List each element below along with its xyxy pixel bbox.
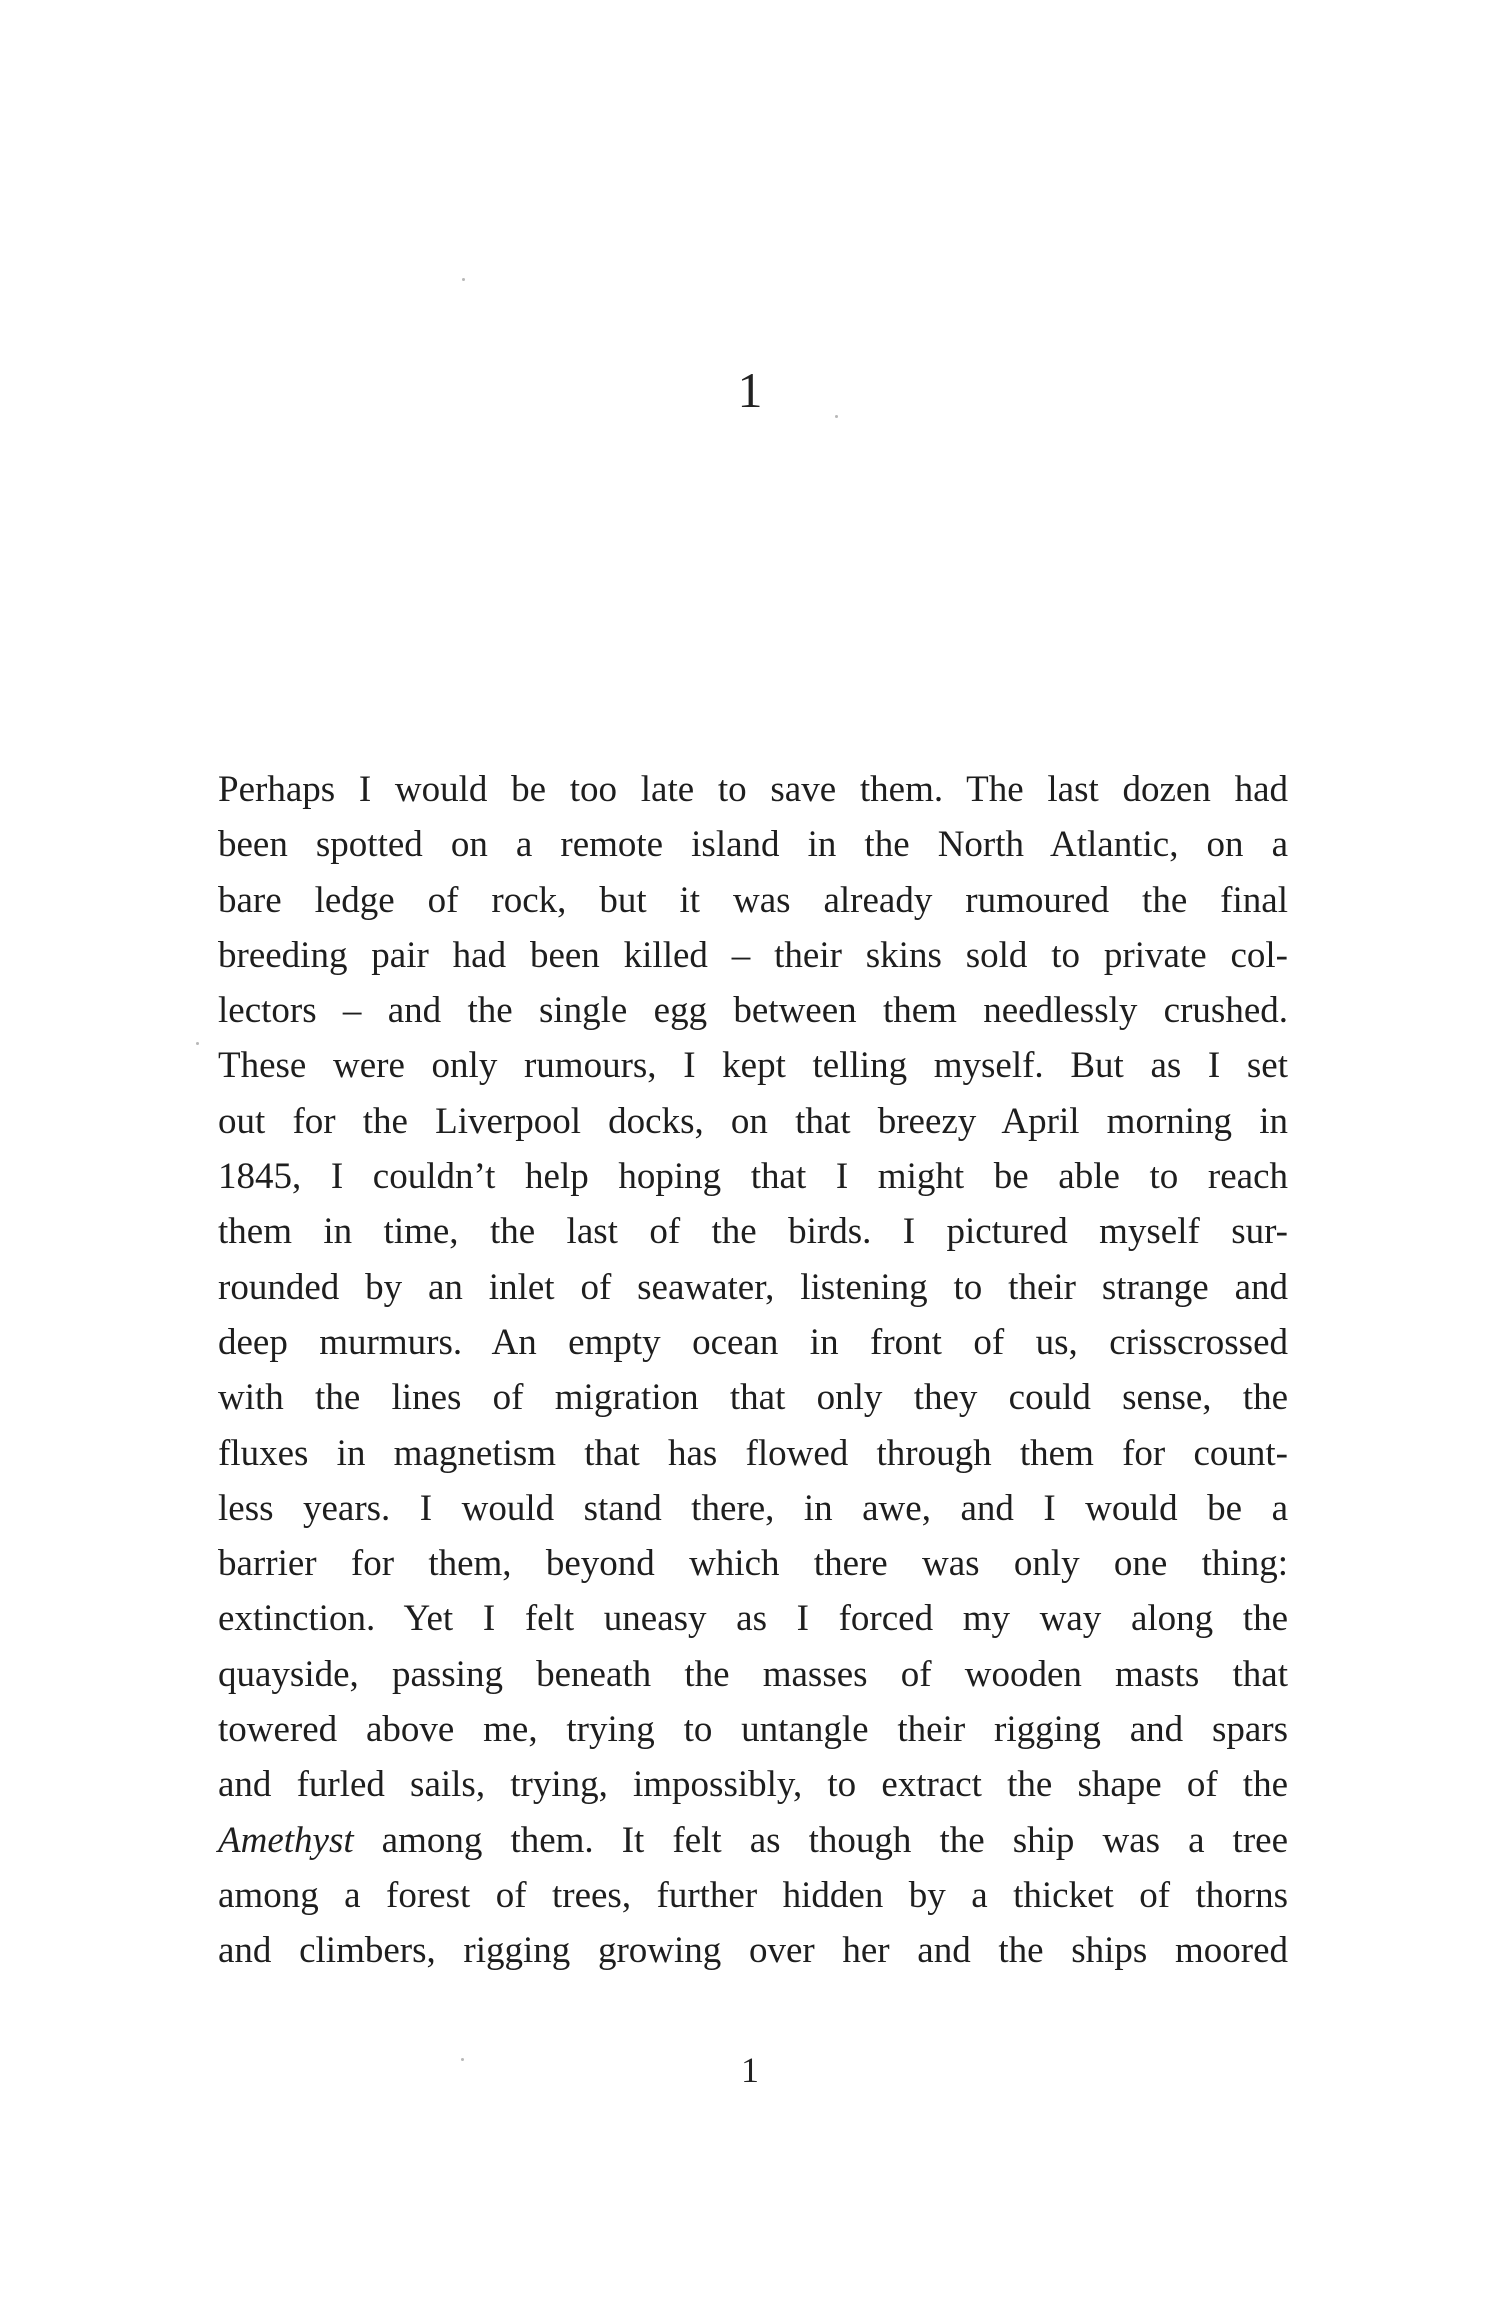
text-line: them in time, the last of the birds. I pictured myself sur- [218,1211,1288,1253]
text-line: These were only rumours, I kept telling myself. But as I set [218,1045,1288,1087]
page-number: 1 [741,2050,759,2090]
text-line: towered above me, trying to untangle their rigging and spars [218,1709,1288,1751]
ship-name-italic: Amethyst [218,1819,354,1861]
text-line: breeding pair had been killed – their skins sold to private col- [218,934,1288,976]
text-line: 1845, I couldn’t help hoping that I might be able to reach [218,1156,1288,1198]
text-line: and climbers, rigging growing over her and the ships moored [218,1930,1288,1972]
text-line-rest: among them. It felt as though the ship was a tree [353,1819,1288,1861]
body-text [218,762,1288,1979]
text-line: Perhaps I would be too late to save them. The last dozen had [218,769,1288,810]
text-line: bare ledge of rock, but it was already rumoured the final [218,879,1288,921]
text-line: been spotted on a remote island in the North Atlantic, on a [218,824,1288,866]
text-line: quayside, passing beneath the masses of wooden masts that [218,1653,1288,1695]
paper-speck [196,1042,199,1045]
text-line: rounded by an inlet of seawater, listening to their strange and [218,1266,1288,1308]
text-line: fluxes in magnetism that has flowed through them for count- [218,1432,1288,1474]
text-line: among a forest of trees, further hidden by a thicket of thorns [218,1874,1288,1916]
text-line: and furled sails, trying, impossibly, to extract the shape of the [218,1764,1288,1806]
text-line: out for the Liverpool docks, on that breezy April morning in [218,1100,1288,1142]
text-line: extinction. Yet I felt uneasy as I forced my way along the [218,1598,1288,1640]
text-line: deep murmurs. An empty ocean in front of us, crisscrossed [218,1321,1288,1363]
text-line: less years. I would stand there, in awe, and I would be a [218,1487,1288,1529]
text-line: lectors – and the single egg between them needlessly crushed. [218,990,1288,1032]
text-line-ship-name [218,1813,1288,1868]
text-line: barrier for them, beyond which there was only one thing: [218,1543,1288,1585]
paper-speck [462,278,465,281]
text-line: with the lines of migration that only they could sense, the [218,1377,1288,1419]
chapter-number: 1 [737,362,763,418]
